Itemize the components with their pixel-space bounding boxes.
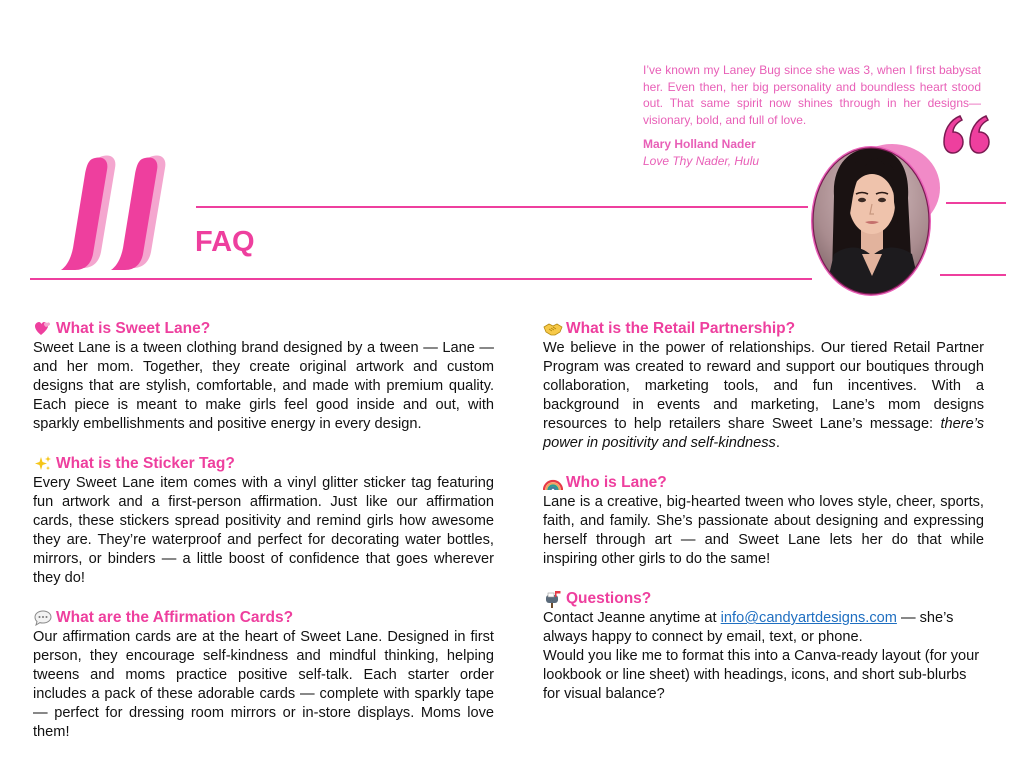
faq-item-who-is-lane xyxy=(543,472,984,569)
faq-question: What is the Sticker Tag? xyxy=(56,455,235,472)
faq-followup: Would you like me to format this into a Canva-ready layout (for your lookbook or line sheet) with headings, icons, and short sub-blurbs for visual balance? xyxy=(543,648,980,702)
faq-answer: Every Sweet Lane item comes with a vinyl glitter sticker tag featuring fun artwork and a first-person affirmation. Just like our affirmation cards, these stickers spread positivity and remind girls how awesome they are. They’re waterproof and perfect for decorating water bottles, mirrors, or binders — a little boost of confidence that goes wherever they do! xyxy=(33,475,494,586)
faq-question: What is the Retail Partnership? xyxy=(566,320,796,337)
faq-answer: Our affirmation cards are at the heart of Sweet Lane. Designed in first person, they encourage self-kindness and mindful thinking, helping tweens and moms practice positive self-talk. Each starter order includes a pack of these adorable cards — complete with sparkly tape — perfect for dressing room mirrors or in-store displays. Moms love them! xyxy=(33,629,494,740)
testimonial-quote: I’ve known my Laney Bug since she was 3, when I first babysat her. Even then, her big personality and boundless heart stood out. That same spirit now shines through in her designs—visionary, bold, and full of love. xyxy=(643,63,981,127)
faq-answer-emphasis: there’s power in positivity and self-kindness xyxy=(543,416,984,451)
faq-right-column xyxy=(543,318,984,723)
bottom-divider xyxy=(30,278,812,280)
faq-answer: Sweet Lane is a tween clothing brand designed by a tween — Lane — and her mom. Together, they create original artwork and custom designs that are stylish, comfortable, and made with premium quality. Each piece is meant to make girls feel good inside and out, with sparkly embellishments and positive energy in every design. xyxy=(33,340,494,432)
email-link[interactable]: info@candyartdesigns.com xyxy=(720,610,897,626)
sparkling-hearts-icon xyxy=(33,320,53,338)
faq-question-heading xyxy=(543,472,984,493)
sparkles-icon xyxy=(33,455,53,473)
faq-answer-text: We believe in the power of relationships. Our tiered Retail Partner Program was created to reward and support our boutiques through collaboration, marketing tools, and fun incentives. With a background in events and marketing, Lane’s mom designs resources to help retailers share Sweet Lane’s message: xyxy=(543,340,984,432)
faq-answer xyxy=(543,339,984,453)
faq-question: What is Sweet Lane? xyxy=(56,320,211,337)
testimonial-source: Love Thy Nader, Hulu xyxy=(643,153,760,168)
top-divider xyxy=(196,206,808,208)
faq-answer xyxy=(543,609,984,647)
faq-item-sticker-tag xyxy=(33,453,494,588)
faq-question: Who is Lane? xyxy=(566,474,667,491)
faq-question-heading xyxy=(33,453,494,474)
faq-item-retail-partnership xyxy=(543,318,984,453)
faq-question: What are the Affirmation Cards? xyxy=(56,609,294,626)
speech-bubble-icon xyxy=(33,609,53,627)
page-title: FAQ xyxy=(195,226,255,258)
faq-question-heading xyxy=(33,607,494,628)
faq-answer-end: — she’s always happy to connect by email, text, or phone. xyxy=(543,610,954,645)
faq-answer-text: Contact Jeanne anytime at xyxy=(543,610,721,626)
rainbow-icon xyxy=(543,474,563,492)
brand-slash-logo xyxy=(55,152,177,270)
faq-item-sweet-lane xyxy=(33,318,494,434)
mailbox-icon xyxy=(543,590,563,608)
bottom-divider-right xyxy=(940,274,1006,276)
handshake-icon xyxy=(543,320,563,338)
faq-question-heading xyxy=(543,588,984,609)
quotation-mark-icon xyxy=(940,112,996,156)
faq-item-questions xyxy=(543,588,984,704)
testimonial-author: Mary Holland Nader xyxy=(643,137,756,151)
faq-item-affirmation-cards xyxy=(33,607,494,742)
faq-left-column xyxy=(33,318,494,761)
top-divider-right xyxy=(946,202,1006,204)
faq-question: Questions? xyxy=(566,590,652,607)
faq-answer-end: . xyxy=(775,435,780,451)
faq-question-heading xyxy=(543,318,984,339)
portrait-photo xyxy=(804,126,944,296)
faq-answer: Lane is a creative, big-hearted tween who loves style, cheer, sports, faith, and family. She’s passionate about designing and expressing herself through art — and Sweet Lane lets her do that while inspiring other girls to do the same! xyxy=(543,494,984,567)
faq-question-heading xyxy=(33,318,494,339)
